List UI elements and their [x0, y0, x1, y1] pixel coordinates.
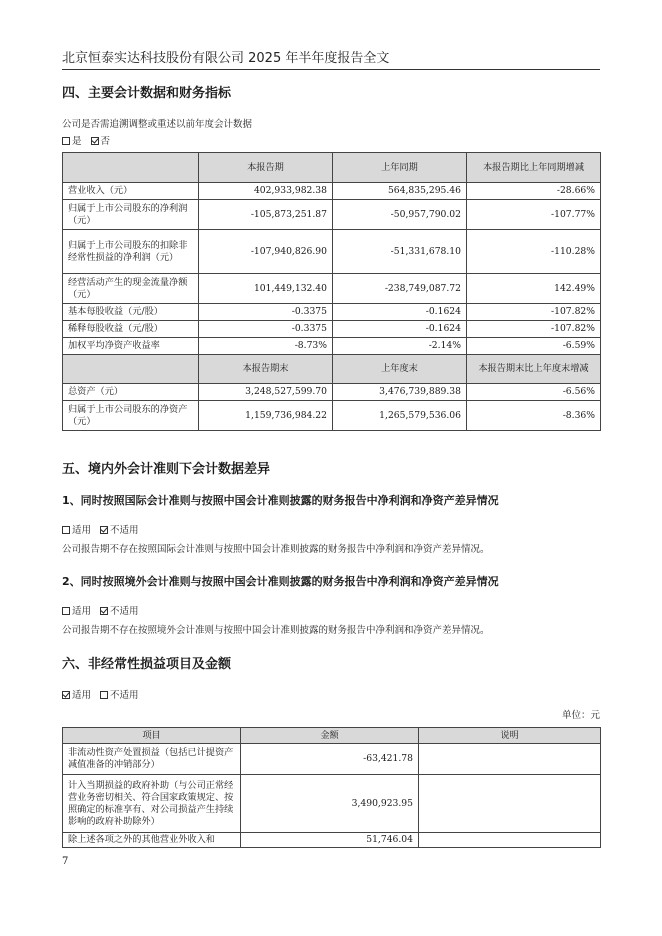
table-header-cell: 上年度末: [333, 355, 467, 384]
page-header-title: 北京恒泰实达科技股份有限公司 2025 年半年度报告全文: [62, 51, 390, 66]
section-5-sub2-title: 2、同时按照境外会计准则与按照中国会计准则披露的财务报告中净利润和净资产差异情况: [62, 575, 499, 588]
row-value: -107,940,826.90: [199, 230, 333, 274]
section-5-sub2-options: [62, 603, 145, 617]
row-note: [419, 744, 601, 775]
checkbox-not-applicable[interactable]: [100, 607, 108, 615]
section-6-options: [62, 687, 145, 701]
section-4-title: 四、主要会计数据和财务指标: [62, 86, 232, 101]
option-not-applicable[interactable]: 不适用: [100, 687, 139, 701]
row-label: 稀释每股收益（元/股）: [63, 321, 199, 338]
section-5-sub2-text: 公司报告期不存在按照境外会计准则与按照中国会计准则披露的财务报告中净利润和净资产差异情况。: [62, 625, 490, 636]
row-value: -107.82%: [467, 321, 601, 338]
row-label: 归属于上市公司股东的净资产（元）: [63, 401, 199, 431]
table-row: [63, 744, 601, 775]
row-label: 总资产（元）: [63, 384, 199, 401]
row-value: -0.3375: [199, 321, 333, 338]
table-header-row: [63, 728, 601, 744]
table-header-cell: 金额: [241, 728, 419, 744]
row-value: -238,749,087.72: [333, 274, 467, 304]
row-value: 3,248,527,599.70: [199, 384, 333, 401]
row-value: -63,421.78: [241, 744, 419, 775]
section-5-sub1-title: 1、同时按照国际会计准则与按照中国会计准则披露的财务报告中净利润和净资产差异情况: [62, 494, 499, 507]
section-5-sub1-options: [62, 522, 145, 536]
row-label: 经营活动产生的现金流量净额（元）: [63, 274, 199, 304]
row-value: 51,746.04: [241, 833, 419, 848]
row-label: 归属于上市公司股东的净利润（元）: [63, 200, 199, 230]
row-value: -105,873,251.87: [199, 200, 333, 230]
row-label: 归属于上市公司股东的扣除非经常性损益的净利润（元）: [63, 230, 199, 274]
section-5-title: 五、境内外会计准则下会计数据差异: [62, 462, 271, 477]
table-header-cell: 上年同期: [333, 153, 467, 183]
checkbox-applicable[interactable]: [62, 607, 70, 615]
option-applicable[interactable]: 适用: [62, 687, 91, 701]
checkbox-not-applicable[interactable]: [100, 526, 108, 534]
row-value: 101,449,132.40: [199, 274, 333, 304]
row-label: 非流动性资产处置损益（包括已计提资产减值准备的冲销部分）: [63, 744, 241, 775]
checkbox-applicable[interactable]: [62, 526, 70, 534]
row-value: -0.3375: [199, 304, 333, 321]
table-row: [63, 775, 601, 833]
row-value: -0.1624: [333, 321, 467, 338]
row-note: [419, 833, 601, 848]
table-row: [63, 304, 601, 321]
table-header-cell: 本报告期末比上年度末增减: [467, 355, 601, 384]
row-value: -110.28%: [467, 230, 601, 274]
table-header-cell: 本报告期: [199, 153, 333, 183]
table-row: [63, 230, 601, 274]
table-header-cell: 本报告期末: [199, 355, 333, 384]
option-no[interactable]: 否: [91, 133, 111, 147]
option-applicable[interactable]: 适用: [62, 522, 91, 536]
row-value: -0.1624: [333, 304, 467, 321]
option-applicable[interactable]: 适用: [62, 603, 91, 617]
table-header-cell: 说明: [419, 728, 601, 744]
unit-label: 单位：元: [561, 710, 600, 721]
table-header-cell: [63, 355, 199, 384]
checkbox-not-applicable[interactable]: [100, 691, 108, 699]
section-4-options: [62, 133, 116, 147]
table-header-cell: 项目: [63, 728, 241, 744]
financial-indicators-table: [62, 152, 601, 431]
row-value: -8.36%: [467, 401, 601, 431]
table-row: [63, 200, 601, 230]
row-label: 加权平均净资产收益率: [63, 338, 199, 355]
table-header-cell: 本报告期比上年同期增减: [467, 153, 601, 183]
table-header-row: [63, 153, 601, 183]
option-yes[interactable]: 是: [62, 133, 82, 147]
page-number: 7: [62, 856, 69, 867]
table-row: [63, 384, 601, 401]
row-value: 564,835,295.46: [333, 183, 467, 200]
checkbox-yes[interactable]: [62, 137, 70, 145]
table-row: [63, 183, 601, 200]
row-note: [419, 775, 601, 833]
non-recurring-items-table: [62, 727, 601, 848]
option-not-applicable[interactable]: 不适用: [100, 603, 139, 617]
row-value: -51,331,678.10: [333, 230, 467, 274]
table-header-cell: [63, 153, 199, 183]
row-value: -6.59%: [467, 338, 601, 355]
table-row: [63, 833, 601, 848]
row-value: 1,159,736,984.22: [199, 401, 333, 431]
row-label: 除上述各项之外的其他营业外收入和: [63, 833, 241, 848]
row-value: -6.56%: [467, 384, 601, 401]
row-value: -2.14%: [333, 338, 467, 355]
row-value: 142.49%: [467, 274, 601, 304]
section-4-question: 公司是否需追溯调整或重述以前年度会计数据: [62, 119, 253, 130]
row-value: -8.73%: [199, 338, 333, 355]
row-label: 计入当期损益的政府补助（与公司正常经营业务密切相关、符合国家政策规定、按照确定的标准享有、对公司损益产生持续影响的政府补助除外）: [63, 775, 241, 833]
row-value: 3,476,739,889.38: [333, 384, 467, 401]
row-value: 402,933,982.38: [199, 183, 333, 200]
row-label: 营业收入（元）: [63, 183, 199, 200]
row-value: -28.66%: [467, 183, 601, 200]
row-value: 1,265,579,536.06: [333, 401, 467, 431]
row-label: 基本每股收益（元/股）: [63, 304, 199, 321]
table-row: [63, 321, 601, 338]
table-header-row: [63, 355, 601, 384]
row-value: -107.77%: [467, 200, 601, 230]
checkbox-applicable[interactable]: [62, 691, 70, 699]
section-5-sub1-text: 公司报告期不存在按照国际会计准则与按照中国会计准则披露的财务报告中净利润和净资产差异情况。: [62, 544, 490, 555]
table-row: [63, 338, 601, 355]
header-divider: [62, 69, 600, 70]
checkbox-no[interactable]: [91, 137, 99, 145]
row-value: -50,957,790.02: [333, 200, 467, 230]
section-6-title: 六、非经常性损益项目及金额: [62, 657, 232, 672]
option-not-applicable[interactable]: 不适用: [100, 522, 139, 536]
row-value: -107.82%: [467, 304, 601, 321]
row-value: 3,490,923.95: [241, 775, 419, 833]
table-row: [63, 401, 601, 431]
table-row: [63, 274, 601, 304]
